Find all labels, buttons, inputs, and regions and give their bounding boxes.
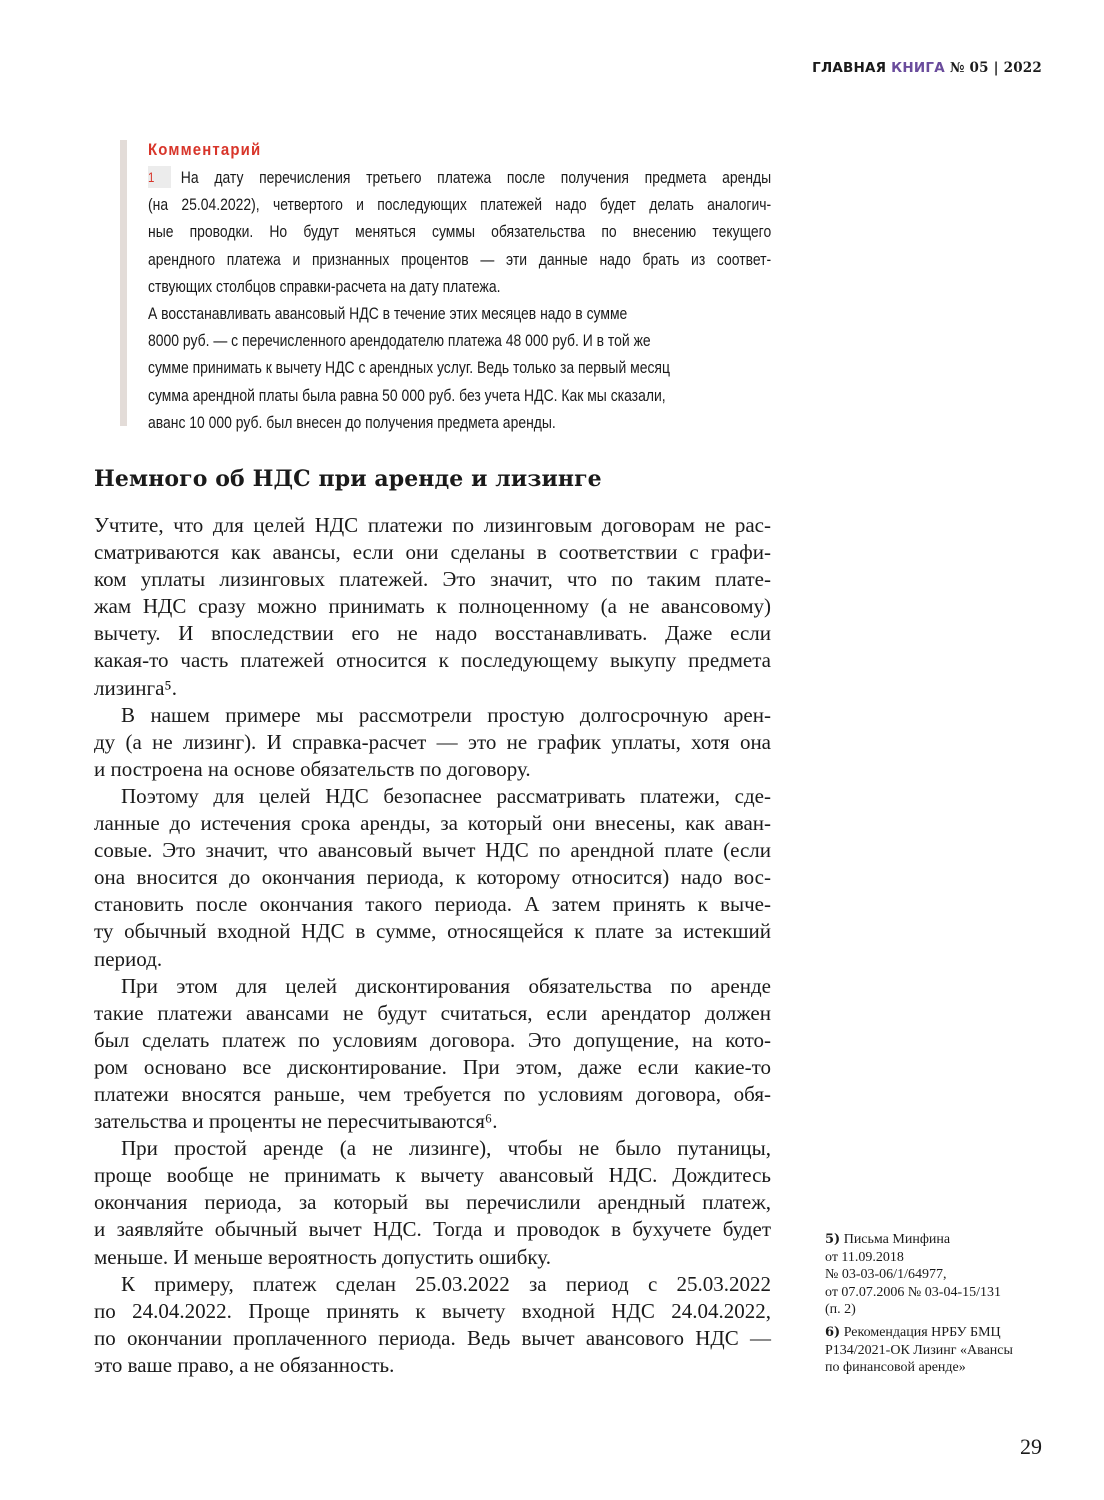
article-body <box>94 512 771 1379</box>
comment-side-bar <box>120 140 127 426</box>
body-line: окончания периода, за который вы перечислили арендный платеж, <box>94 1190 771 1215</box>
footnote-line: от 07.07.2006 № 03-04-15/131 <box>825 1284 1002 1300</box>
comment-line <box>148 218 771 245</box>
footnote-line: по финансовой аренде» <box>825 1360 966 1376</box>
comment-line-text: А восстанавливать авансовый НДС в течение этих месяцев надо в сумме <box>148 303 628 323</box>
comment-line-text: сумма арендной платы была равна 50 000 руб. без учета НДС. Как мы сказали, <box>148 385 666 405</box>
footnote-line: Рекомендация НРБУ БМЦ <box>843 1324 1001 1340</box>
body-line: лизинга⁵. <box>94 675 177 700</box>
comment-line <box>148 300 771 327</box>
comment-line-text: На дату перечисления третьего платежа после получения предмета аренды <box>180 168 772 187</box>
body-line: был сделать платеж по условиям договора. Это допущение, на кото- <box>94 1027 771 1052</box>
body-line: период. <box>94 946 163 971</box>
brand-part2: КНИГА <box>891 60 945 76</box>
body-line: К примеру, платеж сделан 25.03.2022 за период с 25.03.2022 <box>121 1271 771 1296</box>
footnote-line: от 11.09.2018 <box>825 1249 904 1265</box>
comment-line-text: сумме принимать к вычету НДС с арендных услуг. Ведь только за первый месяц <box>148 358 670 378</box>
footnote-line: (п. 2) <box>825 1302 856 1318</box>
comment-line <box>148 191 771 218</box>
brand-part1: ГЛАВНАЯ <box>812 60 887 76</box>
comment-line-text: арендного платежа и признанных процентов — эти данные надо брать из соответ- <box>148 249 772 269</box>
body-line: такие платежи авансами не будут считаться, если арендатор должен <box>94 1000 771 1025</box>
section-title: Немного об НДС при аренде и лизинге <box>94 466 602 492</box>
body-line: становить после окончания такого периода. А затем принять к выче- <box>94 892 771 917</box>
body-line: При простой аренде (а не лизинге), чтобы не было путаницы, <box>121 1136 771 1161</box>
comment-box <box>120 140 780 432</box>
comment-line <box>148 164 771 191</box>
body-line: это ваше право, а не обязанность. <box>94 1352 395 1377</box>
comment-line-text: ные проводки. Но будут меняться суммы обязательства по внесению текущего <box>148 222 772 242</box>
footnote <box>825 1324 1055 1377</box>
comment-text <box>148 164 771 436</box>
body-line: ду (а не лизинг). И справка-расчет — это не график уплаты, хотя она <box>94 729 771 754</box>
body-line: При этом для целей дисконтирования обязательства по аренде <box>121 973 771 998</box>
body-line: ланные до истечения срока аренды, за который они внесены, как аван- <box>94 811 771 836</box>
comment-line <box>148 409 771 436</box>
comment-number-badge: 1 <box>148 166 171 188</box>
body-line: ком уплаты лизинговых платежей. Это значит, что по таким плате- <box>94 567 771 592</box>
footnote-number: 6) <box>825 1324 841 1340</box>
comment-line-text: 8000 руб. — с перечисленного арендодателю платежа 48 000 руб. И в той же <box>148 331 651 351</box>
body-line: она вносится до окончания периода, к которому относится) надо вос- <box>94 865 771 890</box>
footnote <box>825 1231 1055 1319</box>
body-line: ту обычный входной НДС в сумме, относящейся к плате за истекший <box>94 919 771 944</box>
comment-title: Комментарий <box>148 140 262 159</box>
footnote-number: 5) <box>825 1232 841 1247</box>
footnote-line: Р134/2021-ОК Лизинг «Авансы <box>825 1342 1013 1358</box>
footnote-line: Письма Минфина <box>843 1232 951 1247</box>
page-number: 29 <box>1020 1434 1042 1459</box>
issue-number: № 05 | 2022 <box>949 60 1042 76</box>
body-line: жам НДС сразу можно принимать к полноценному (а не авансовому) <box>94 594 771 619</box>
comment-line <box>148 273 771 300</box>
comment-line-text: (на 25.04.2022), четвертого и последующих платежей надо будет делать аналогич- <box>148 195 772 215</box>
body-line: вычету. И впоследствии его не надо восстанавливать. Даже если <box>94 621 771 646</box>
body-line: совые. Это значит, что авансовый вычет НДС по арендной плате (если <box>94 838 771 863</box>
body-line: проще вообще не принимать к вычету авансовый НДС. Дождитесь <box>94 1163 771 1188</box>
footnotes <box>825 1231 1055 1382</box>
body-line: ром основано все дисконтирование. При этом, даже если какие-то <box>94 1054 771 1079</box>
body-line: В нашем примере мы рассмотрели простую долгосрочную арен- <box>121 702 771 727</box>
body-line: сматриваются как авансы, если они сделаны в соответствии с графи- <box>94 540 771 565</box>
comment-line-text: ствующих столбцов справки-расчета на дату платежа. <box>148 276 501 296</box>
body-line: какая-то часть платежей относится к последующему выкупу предмета <box>94 648 771 673</box>
comment-line-text: аванс 10 000 руб. был внесен до получения предмета аренды. <box>148 412 556 432</box>
body-line: платежи вносятся раньше, чем требуется по условиям договора, обя- <box>94 1081 771 1106</box>
comment-line <box>148 382 771 409</box>
comment-line <box>148 327 771 354</box>
body-line: Поэтому для целей НДС безопаснее рассматривать платежи, сде- <box>121 783 771 808</box>
footnote-line: № 03-03-06/1/64977, <box>825 1267 947 1283</box>
comment-line <box>148 354 771 381</box>
body-line: зательства и проценты не пересчитываются⁶. <box>94 1109 498 1134</box>
body-line: по 24.04.2022. Проще принять к вычету входной НДС 24.04.2022, <box>94 1298 771 1323</box>
body-line: и построена на основе обязательств по договору. <box>94 756 531 781</box>
body-line: по окончании проплаченного периода. Ведь вычет авансового НДС — <box>94 1325 771 1350</box>
comment-line <box>148 246 771 273</box>
running-header <box>812 60 1042 76</box>
body-line: и заявляйте обычный вычет НДС. Тогда и проводок в бухучете будет <box>94 1217 771 1242</box>
body-line: Учтите, что для целей НДС платежи по лизинговым договорам не рас- <box>94 513 771 537</box>
body-line: меньше. И меньше вероятность допустить ошибку. <box>94 1244 551 1269</box>
